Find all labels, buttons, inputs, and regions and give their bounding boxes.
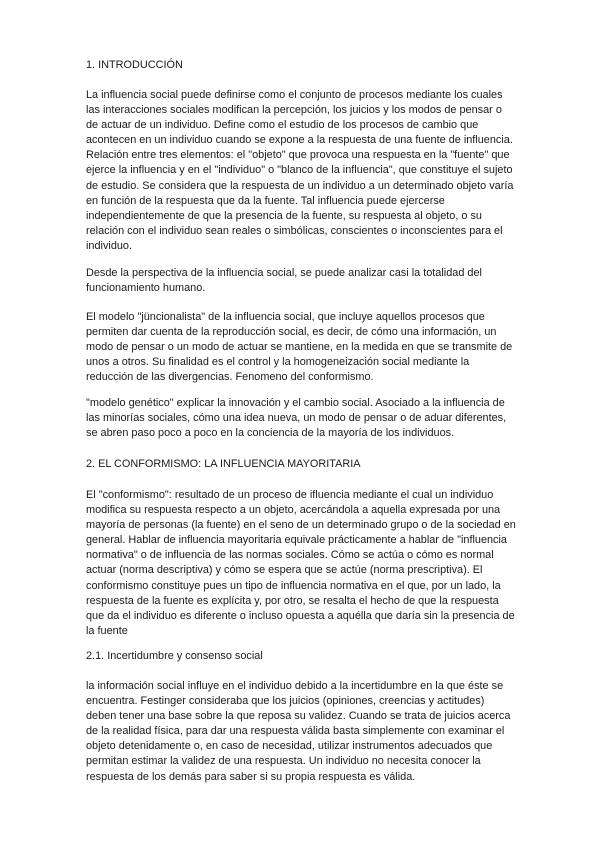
- section-2-1-paragraph-1: la información social influye en el individuo debido a la incertidumbre en la que éste se encuentra. Festinger consideraba que los juicios (opiniones, creencias y actitudes) deben tener una base sobre la que reposa su validez. Cuando se trata de juicios acerca de la realidad física, para dar una respuesta válida basta simplemente con examinar el objeto detenidamente o, en caso de necesidad, utilizar instrumentos adecuados que permitan estimar la validez de una respuesta. Un individuo no necesita conocer la respuesta de los demás para saber si su propia respuesta es válida.: [86, 680, 511, 783]
- section-1-paragraph-4: "modelo genético" explicar la innovación y el cambio social. Asociado a la influencia de las minorías sociales, cómo una idea nueva, un modo de pensar o de aduar diferentes, se abren paso poco a poco en la conciencia de la mayoría de los individuos.: [86, 397, 507, 440]
- section-2-heading: 2. EL CONFORMISMO: LA INFLUENCIA MAYORITARIA: [86, 458, 361, 470]
- section-1-heading: 1. INTRODUCCIÓN: [86, 59, 183, 71]
- section-2-paragraph-1: El "conformismo": resultado de un proceso de ifluencia mediante el cual un individuo modifica su respuesta respecto a un objeto, acercándola a aquella expresada por una mayoría de personas (la fuente) en el seno de un determinado grupo o de la sociedad en general. Hablar de influencia mayoritaria equivale prácticamente a hablar de "influencia normativa" o de influencia de las normas sociales. Cómo se actúa o cómo es normal actuar (norma descriptiva) y cómo se espera que se actúe (norma prescriptiva). El conformismo constituye pues un tipo de influencia normativa en el que, por un lado, la respuesta de la fuente es explícita y, por otro, se resalta el hecho de que la respuesta que da el individuo es diferente o incluso opuesta a aquélla que daría sin la presencia de la fuente: [86, 489, 516, 637]
- section-1-paragraph-2: Desde la perspectiva de la influencia social, se puede analizar casi la totalidad del funcionamiento humano.: [86, 267, 482, 295]
- section-2-1-heading: 2.1. Incertidumbre y consenso social: [86, 650, 263, 662]
- section-1-paragraph-3: El modelo "jüncionalista" de la influencia social, que incluye aquellos procesos que permiten dar cuenta de la reproducción social, es decir, de cómo una información, un modo de pensar o un modo de actuar se mantiene, en la medida en que se transmite de unos a otros. Su finalidad es el control y la homogeneización social mediante la reducción de las divergencias. Fenomeno del conformismo.: [86, 311, 513, 384]
- section-1-paragraph-1: La influencia social puede definirse como el conjunto de procesos mediante los cuales las interacciones sociales modifican la percepción, los juicios y los modos de pensar o de actuar de un individuo. Define como el estudio de los procesos de cambio que acontecen en un individuo cuando se expone a la respuesta de una fuente de influencia. Relación entre tres elementos: el "objeto" que provoca una respuesta en la "fuente" que ejerce la influencia y en el "individuo" o "blanco de la influencia", que constituye el sujeto de estudio. Se considera que la respuesta de un individuo a un determinado objeto varía en función de la respuesta que da la fuente. Tal influencia puede ejercerse independientemente de que la presencia de la fuente, su respuesta al objeto, o su relación con el individuo sean reales o simbólicas, conscientes o inconscientes para el individuo.: [86, 89, 514, 252]
